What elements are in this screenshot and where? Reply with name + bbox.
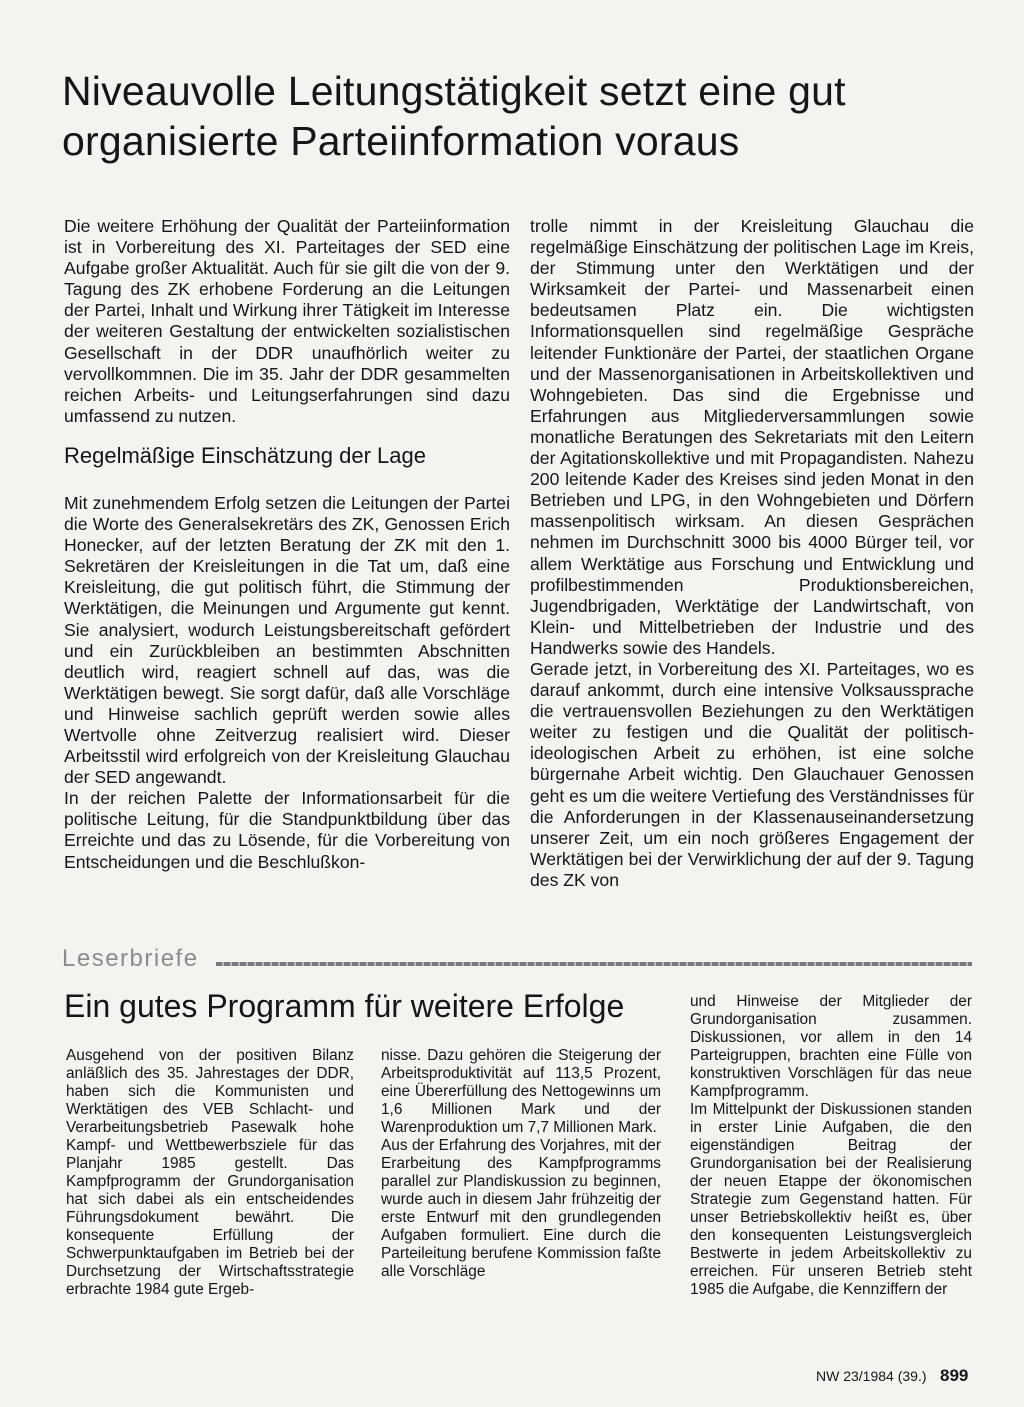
letter-column-1	[66, 1047, 354, 1299]
section-divider	[216, 962, 972, 966]
letter-paragraph: nisse. Dazu gehören die Steigerung der Arbeitsproduktivität auf 113,5 Prozent, eine Übererfüllung des Nettogewinns um 1,6 Millionen Mark und der Warenproduktion um 7,7 Millionen Mark.	[381, 1047, 661, 1136]
article-column-left	[64, 216, 510, 873]
article-subheading: Regelmäßige Einschätzung der Lage	[64, 442, 427, 468]
letter-paragraph: Ausgehend von der positiven Bilanz anläßlich des 35. Jahrestages der DDR, haben sich die Kommunisten und Werktätigen des VEB Schlacht- und Verarbeitungsbetrieb Pasewalk hohe Kampf- und Wettbewerbsziele für das Planjahr 1985 gestellt. Das Kampfprogramm der Grundorganisation hat sich dabei als ein entscheidendes Führungsdokument bewährt. Die konsequente Erfüllung der Schwerpunktaufgaben im Betrieb bei der Durchsetzung der Wirtschaftsstrategie erbrachte 1984 gute Ergeb-	[66, 1047, 354, 1298]
page-number: 899	[940, 1366, 969, 1385]
article-paragraph: In der reichen Palette der Informationsarbeit für die politische Leitung, für die Standpunktbildung über das Erreichte und das zu Lösende, für die Vorbereitung von Entscheidungen und die Beschlußkon-	[64, 788, 510, 872]
journal-reference: NW 23/1984 (39.)	[816, 1368, 927, 1384]
article-headline: Niveauvolle Leitungstätigkeit setzt eine gut organisierte Parteiinformation voraus	[62, 68, 846, 164]
letter-headline: Ein gutes Programm für weitere Erfolge	[64, 988, 625, 1024]
letter-paragraph: Aus der Erfahrung des Vorjahres, mit der Erarbeitung des Kampfprogramms parallel zur Plandiskussion zu beginnen, wurde auch in diesem Jahr frühzeitig der erste Entwurf mit den grundlegenden Aufgaben formuliert. Eine durch die Parteileitung berufene Kommission faßte alle Vorschläge	[381, 1137, 661, 1280]
article-paragraph: Die weitere Erhöhung der Qualität der Parteiinformation ist in Vorbereitung des XI. Parteitages der SED eine Aufgabe großer Aktualität. Auch für sie gilt die von der 9. Tagung des ZK erhobene Forderung an die Leitungen der Partei, Inhalt und Wirkung ihrer Tätigkeit im Interesse der weiteren Gestaltung der entwickelten sozialistischen Gesellschaft in der DDR unaufhörlich weiter zu vervollkommnen. Die im 35. Jahr der DDR gesammelten reichen Arbeits- und Leitungserfahrungen sind dazu umfassend zu nutzen.	[64, 216, 510, 426]
section-label: Leserbriefe	[62, 945, 199, 972]
article-paragraph: Mit zunehmendem Erfolg setzen die Leitungen der Partei die Worte des Generalsekretärs des ZK, Genossen Erich Honecker, auf der letzten Beratung der ZK mit den 1. Sekretären der Kreisleitungen in die Tat um, daß eine Kreisleitung, die gut politisch führt, die Stimmung der Werktätigen, die Meinungen und Argumente gut kennt. Sie analysiert, wodurch Leistungsbereitschaft gefördert und ein Zurückbleiben an bestimmten Abschnitten deutlich wird, reagiert schnell auf das, was die Werktätigen bewegt. Sie sorgt dafür, daß alle Vorschläge und Hinweise sachlich geprüft werden sowie alles Wertvolle ohne Zeitverzug realisiert wird. Dieser Arbeitsstil wird erfolgreich von der Kreisleitung Glauchau der SED angewandt.	[64, 492, 510, 788]
section-header	[62, 945, 972, 975]
letter-paragraph: Im Mittelpunkt der Diskussionen standen in erster Linie Aufgaben, die den eigenständigen Beitrag der Grundorganisation bei der Realisierung der neuen Etappe der ökonomischen Strategie zum Gegenstand hatten. Für unser Betriebskollektiv heißt es, über den konsequenten Leistungsvergleich Bestwerte in jedem Arbeitskollektiv zu erreichen. Für unseren Betrieb steht 1985 die Aufgabe, die Kennziffern der	[690, 1101, 972, 1298]
letter-column-2	[381, 1047, 661, 1281]
article-paragraph: Gerade jetzt, in Vorbereitung des XI. Parteitages, wo es darauf ankommt, durch eine intensive Volksaussprache die vertrauensvollen Beziehungen zu den Werktätigen weiter zu festigen und die Qualität der politisch-ideologischen Arbeit zu erhöhen, ist eine solche bürgernahe Arbeit wichtig. Den Glauchauer Genossen geht es um die weitere Vertiefung des Verständnisses für die Anforderungen in der Klassenauseinandersetzung unserer Zeit, um ein noch größeres Engagement der Werktätigen bei der Verwirklichung der auf der 9. Tagung des ZK von	[530, 658, 975, 890]
article-paragraph: trolle nimmt in der Kreisleitung Glauchau die regelmäßige Einschätzung der politischen Lage im Kreis, der Stimmung unter den Werktätigen und der Wirksamkeit der Partei- und Massenarbeit einen bedeutsamen Platz ein. Die wichtigsten Informationsquellen sind regelmäßige Gespräche leitender Funktionäre der Partei, der staatlichen Organe und der Massenorganisationen in Arbeitskollektiven und Wohngebieten. Das sind die Ergebnisse und Erfahrungen aus Mitgliederversammlungen sowie monatliche Beratungen des Sekretariats mit den Leitern der Agitationskollektive und mit Propagandisten. Nahezu 200 leitende Kader des Kreises sind jeden Monat in den Betrieben und LPG, in den Wohngebieten und Dörfern massenpolitisch wirksam. An diesen Gesprächen nehmen im Durchschnitt 3000 bis 4000 Bürger teil, vor allem Werktätige aus Forschung und Entwicklung und profilbestimmenden Produktionsbereichen, Jugendbrigaden, Werktätige der Landwirtschaft, von Klein- und Mittelbetrieben der Industrie und des Handwerks sowie des Handels.	[530, 216, 974, 658]
letter-paragraph: und Hinweise der Mitglieder der Grundorganisation zusammen. Diskussionen, vor allem in den 14 Parteigruppen, brachten eine Fülle von konstruktiven Vorschlägen für das neue Kampfprogramm.	[690, 993, 972, 1100]
letter-column-3	[690, 993, 972, 1299]
article-column-right	[530, 216, 974, 891]
